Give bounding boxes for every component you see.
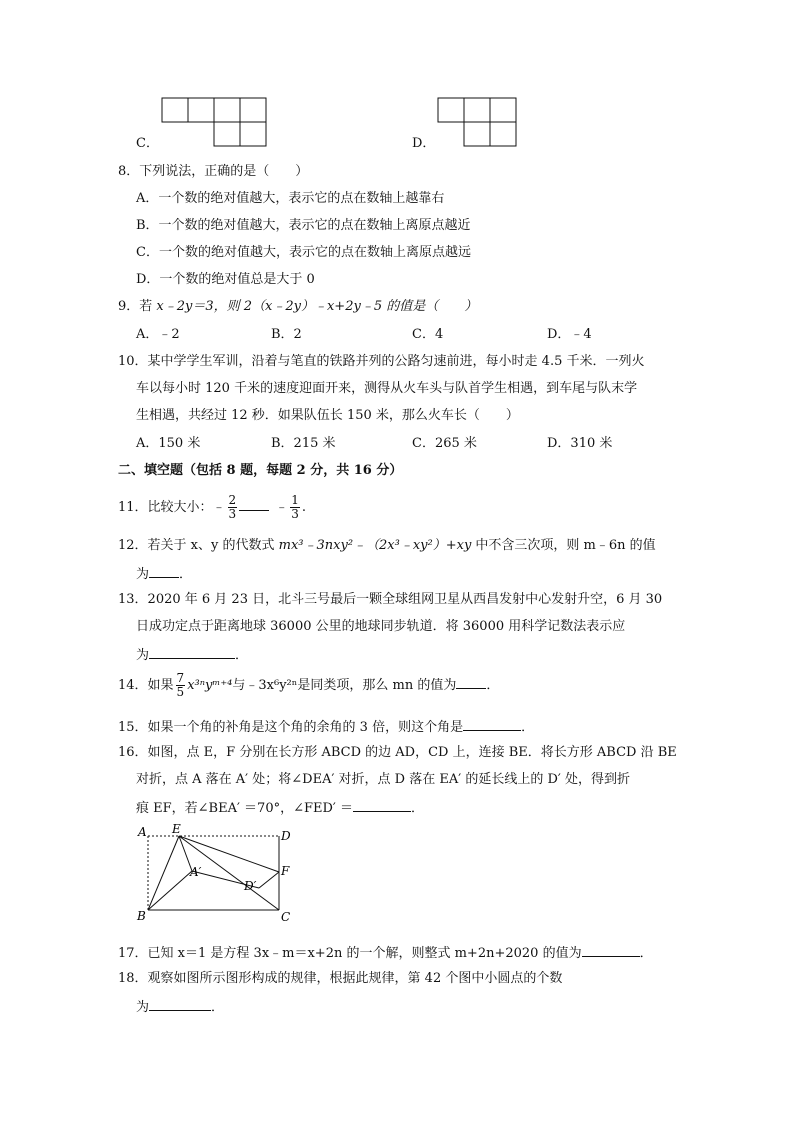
q14-fraction-denominator: 5 [176, 685, 185, 699]
q12-line-2-suffix: ． [179, 567, 193, 582]
q18-answer-blank[interactable] [149, 996, 211, 1011]
q9-option-c: C．4 [412, 327, 444, 342]
q14-answer-blank[interactable] [456, 674, 486, 689]
q10-option-c: C．265 米 [412, 436, 477, 451]
q8-stem: 8．下列说法，正确的是（ ） [118, 164, 309, 179]
q14-suffix-1: 是同类项，那么 mn 的值为 [297, 678, 457, 693]
q7-option-d-label: D． [412, 136, 436, 151]
q11-fraction-2-denominator: 3 [291, 507, 299, 521]
q13-line-3 [136, 644, 248, 666]
q14-fraction-numerator: 7 [176, 671, 185, 685]
q13-line-3-suffix: ． [235, 648, 249, 663]
q16-line-2: 对折，点 A 落在 A′ 处；将∠DEA′ 对折，点 D 落在 EA′ 的延长线上的 D′ 处，得到折 [136, 772, 630, 787]
q14-line [118, 672, 499, 700]
q11-fraction-1-numerator: 2 [228, 493, 237, 507]
q16-rectangle-fold-figure [134, 820, 304, 925]
q12-line-2-prefix: 为 [136, 567, 150, 582]
q11-fraction-1-denominator: 3 [228, 507, 237, 521]
q10-line-2: 车以每小时 120 千米的速度迎面开来，测得从火车头与队首学生相遇，到车尾与队末学 [136, 381, 638, 396]
q15-answer-blank[interactable] [463, 716, 521, 731]
q12-line-2 [136, 563, 192, 585]
q11-fraction-1 [228, 494, 238, 521]
q14-term-1: x³ⁿyᵐ⁺⁴ [187, 678, 233, 693]
q7-option-c-label: C． [136, 136, 159, 151]
q12-line-1-suffix: 中不含三次项，则 m﹣6n 的值 [471, 538, 656, 553]
q15-line [118, 716, 534, 738]
q16-line-3-prefix: 痕 EF，若∠BEA′ ＝70°，∠FED′ ＝ [136, 801, 354, 816]
q12-expression: mx³﹣3nxy²﹣（2x³﹣xy²）+xy [278, 538, 472, 553]
q11-answer-blank[interactable] [239, 496, 269, 511]
q16-label-a-prime: A′ [190, 865, 202, 879]
q7-option-d-net-figure [437, 97, 521, 149]
q16-label-c: C [281, 910, 291, 924]
q16-answer-blank[interactable] [353, 797, 411, 812]
q16-label-a: A [138, 825, 147, 839]
q18-line-2-prefix: 为 [136, 1000, 150, 1015]
q12-line-1-prefix: 12．若关于 x、y 的代数式 [118, 538, 279, 553]
q8-option-a: A．一个数的绝对值越大，表示它的点在数轴上越靠右 [136, 191, 445, 206]
q16-label-e: E [172, 822, 181, 836]
q13-line-1: 13．2020 年 6 月 23 日，北斗三号最后一颗全球组网卫星从西昌发射中心发射升空，6 月 30 [118, 592, 663, 607]
q17-line [118, 942, 653, 964]
q9-stem-prefix: 9．若 [118, 299, 157, 314]
q17-text: 17．已知 x＝1 是方程 3x﹣m＝x+2n 的一个解，则整式 m+2n+2020 的值为 [118, 946, 582, 961]
q16-label-b: B [137, 909, 146, 923]
q10-line-1: 10．某中学学生军训，沿着与笔直的铁路并列的公路匀速前进，每小时走 4.5 千米．一列火 [118, 354, 645, 369]
q16-label-f: F [281, 864, 290, 878]
q16-line-1: 16．如图，点 E，F 分别在长方形 ABCD 的边 AD，CD 上，连接 BE．将长方形 ABCD 沿 BE [118, 745, 677, 760]
q15-suffix: ． [521, 720, 535, 735]
q11-line [118, 494, 306, 522]
q18-line-2 [136, 996, 224, 1018]
q14-fraction [176, 672, 186, 699]
q11-middle: ﹣ [275, 500, 289, 515]
q12-line-1 [118, 536, 656, 556]
q14-prefix: 14．如果 [118, 678, 174, 693]
q11-fraction-2 [290, 494, 300, 521]
q10-option-a: A．150 米 [136, 436, 201, 451]
q11-fraction-2-numerator: 1 [291, 493, 299, 507]
q10-option-d: D．310 米 [547, 436, 613, 451]
q14-middle: 与﹣3x⁶y²ⁿ [232, 678, 298, 693]
q18-line-2-suffix: ． [211, 1000, 225, 1015]
q16-label-d: D [281, 829, 291, 843]
q16-line-3 [136, 797, 424, 819]
q11-prefix: 11．比较大小：﹣ [118, 500, 226, 515]
q7-option-c-net-figure [161, 97, 271, 149]
q15-text: 15．如果一个角的补角是这个角的余角的 3 倍，则这个角是 [118, 720, 464, 735]
q11-suffix: . [301, 500, 306, 515]
q13-line-2: 日成功定点于距离地球 36000 公里的地球同步轨道．将 36000 用科学记数法表示应 [136, 619, 626, 634]
q9-stem-expr: x﹣2y＝3，则 2（x﹣2y）﹣x+2y﹣5 的值是（ ） [156, 299, 478, 314]
q14-suffix-2: ． [486, 678, 500, 693]
q9-option-d: D．﹣4 [547, 327, 592, 342]
q8-option-d: D．一个数的绝对值总是大于 0 [136, 272, 315, 287]
q18-line-1: 18．观察如图所示图形构成的规律，根据此规律，第 42 个图中小圆点的个数 [118, 971, 563, 986]
q13-line-3-prefix: 为 [136, 648, 150, 663]
section-2-heading: 二、填空题（包括 8 题，每题 2 分，共 16 分） [118, 463, 403, 478]
q16-label-d-prime: D′ [244, 879, 257, 893]
q17-answer-blank[interactable] [582, 942, 640, 957]
q12-answer-blank[interactable] [149, 563, 179, 578]
q9-option-b: B．2 [271, 327, 302, 342]
q9-stem [118, 297, 477, 317]
q10-line-3: 生相遇，共经过 12 秒．如果队伍长 150 米，那么火车长（ ） [136, 408, 519, 423]
q9-option-a: A．﹣2 [136, 327, 180, 342]
q13-answer-blank[interactable] [149, 644, 235, 659]
q8-option-b: B．一个数的绝对值越大，表示它的点在数轴上离原点越近 [136, 218, 471, 233]
q10-option-b: B．215 米 [271, 436, 336, 451]
q17-suffix: ． [639, 946, 653, 961]
q8-option-c: C．一个数的绝对值越大，表示它的点在数轴上离原点越远 [136, 245, 471, 260]
q16-line-3-suffix: ． [411, 801, 425, 816]
